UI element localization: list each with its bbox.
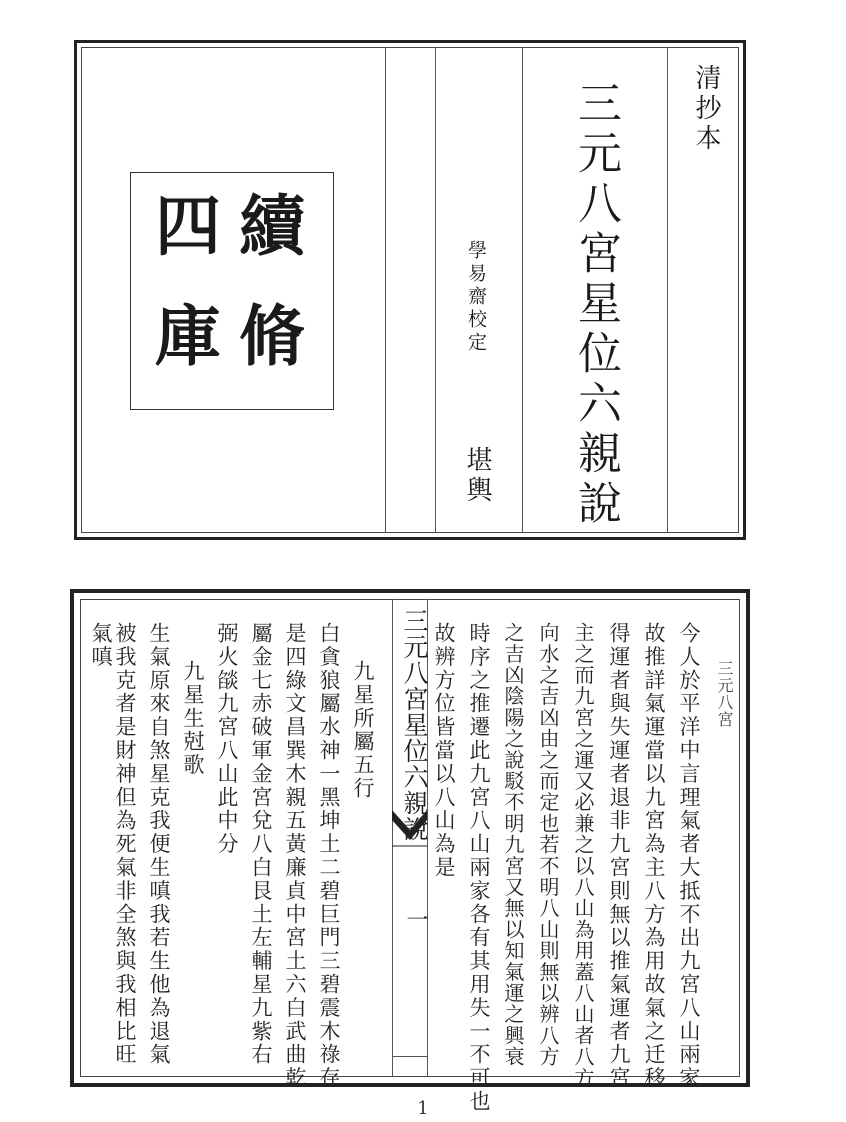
seal-char: 脩 bbox=[239, 297, 305, 375]
text-column: 是四綠文昌巽木親五黃廉貞中宮土六白武曲乾 bbox=[283, 622, 307, 1090]
center-strip-title: 三元八宮星位六親說 bbox=[400, 608, 429, 842]
text-column: 氣嗔 bbox=[89, 622, 113, 669]
cover-divider bbox=[385, 47, 386, 533]
text-column: 被我克者是財神但為死氣非全煞與我相比旺 bbox=[113, 622, 137, 1067]
text-column: 今人於平洋中言理氣者大抵不出九宮八山兩家 bbox=[677, 622, 701, 1090]
text-column: 生氣原來自煞星克我便生嗔我若生他為退氣 bbox=[147, 622, 171, 1067]
text-column: 弼火燄九宮八山此中分 bbox=[215, 622, 239, 856]
text-column: 白貪狼屬水神一黑坤土二碧巨門三碧震木祿存 bbox=[317, 622, 341, 1090]
folio-number: 一 bbox=[403, 908, 428, 930]
book-title: 三元八宮星位六親說 bbox=[570, 80, 621, 530]
seal-char: 四 bbox=[155, 187, 221, 265]
edition-label: 清抄本 bbox=[691, 64, 721, 154]
text-column: 時序之推遷此九宮八山兩家各有其用失一不可也 bbox=[467, 622, 491, 1114]
fishtail-mark bbox=[392, 806, 428, 850]
cover-divider bbox=[667, 47, 668, 533]
editor-label: 學易齋校定 bbox=[465, 240, 487, 355]
section-heading: 九星所屬五行 bbox=[351, 660, 375, 801]
center-strip-rule bbox=[392, 1056, 427, 1057]
text-column: 故辨方位皆當以八山為是 bbox=[432, 622, 456, 880]
section-heading: 九星生尅歌 bbox=[181, 660, 205, 777]
category-label: 堪輿 bbox=[462, 446, 492, 506]
cover-divider bbox=[435, 47, 436, 533]
text-column: 得運者與失運者退非九宮則無以推氣運者九宮 bbox=[607, 622, 631, 1090]
text-column: 故推詳氣運當以九宮為主八方為用故氣之迁移 bbox=[642, 622, 666, 1090]
text-column: 屬金七赤破軍金宮兌八白艮土左輔星九紫右 bbox=[249, 622, 273, 1067]
header-note: 三元八宮 bbox=[715, 660, 734, 728]
page-number: 1 bbox=[417, 1098, 429, 1119]
text-column: 主之而九宮之運又必兼之以八山為用蓋八山者八方 bbox=[571, 622, 595, 1089]
cover-divider bbox=[522, 47, 523, 533]
seal-char: 庫 bbox=[155, 297, 221, 375]
collection-seal bbox=[130, 172, 334, 410]
text-column: 之吉凶陰陽之說駁不明九宮又無以知氣運之興衰 bbox=[501, 622, 525, 1068]
text-column: 向水之吉凶由之而定也若不明八山則無以辨八方 bbox=[536, 622, 560, 1068]
seal-char: 續 bbox=[239, 187, 305, 265]
